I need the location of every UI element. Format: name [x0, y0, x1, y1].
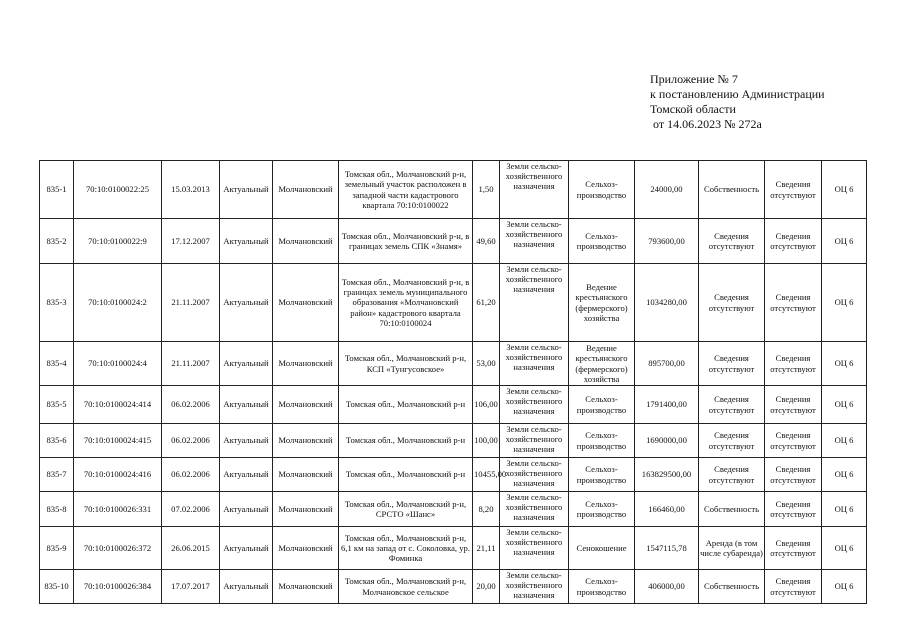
- district-cell: Молчановский: [273, 264, 339, 342]
- cadastral-number-cell: 70:10:0100022:9: [74, 219, 162, 264]
- status-cell: Актуальный: [220, 219, 273, 264]
- row-number-cell: 835-8: [40, 492, 74, 527]
- row-number-cell: 835-7: [40, 458, 74, 492]
- district-cell: Молчановский: [273, 570, 339, 604]
- cadastral-number-cell: 70:10:0100024:416: [74, 458, 162, 492]
- cadastral-value-cell: 793600,00: [635, 219, 699, 264]
- registration-date-cell: 26.06.2015: [162, 527, 220, 570]
- permitted-use-cell: Ведение крестьянского (фермерского) хозяйства: [569, 264, 635, 342]
- table-row: [40, 492, 867, 527]
- oc-code-cell: ОЦ 6: [822, 386, 867, 424]
- district-cell: Молчановский: [273, 458, 339, 492]
- status-cell: Актуальный: [220, 492, 273, 527]
- right-type-cell: Собственность: [699, 570, 765, 604]
- address-cell: Томская обл., Молчановский р-н, 6,1 км на запад от с. Соколовка, ур. Фоминка: [339, 527, 473, 570]
- address-cell: Томская обл., Молчановский р-н, в границах земель муниципального образования «Молчановский район» кадастрового квартала 70:10:0100024: [339, 264, 473, 342]
- table-row: [40, 219, 867, 264]
- oc-code-cell: ОЦ 6: [822, 570, 867, 604]
- district-cell: Молчановский: [273, 161, 339, 219]
- appendix-region: Томской области: [650, 102, 736, 116]
- cadastral-value-cell: 24000,00: [635, 161, 699, 219]
- right-type-cell: Сведения отсутствуют: [699, 219, 765, 264]
- area-cell: 100,00: [473, 424, 500, 458]
- right-type-cell: Сведения отсутствуют: [699, 386, 765, 424]
- land-category-cell: Земли сельско-хозяйственного назначения: [500, 492, 569, 527]
- appendix-date-number: от 14.06.2023 № 272а: [653, 117, 762, 131]
- oc-code-cell: ОЦ 6: [822, 527, 867, 570]
- permitted-use-cell: Ведение крестьянского (фермерского) хозяйства: [569, 342, 635, 386]
- encumbrance-cell: Сведения отсутствуют: [765, 386, 822, 424]
- oc-code-cell: ОЦ 6: [822, 219, 867, 264]
- row-number-cell: 835-4: [40, 342, 74, 386]
- cadastral-value-cell: 1791400,00: [635, 386, 699, 424]
- registration-date-cell: 07.02.2006: [162, 492, 220, 527]
- district-cell: Молчановский: [273, 424, 339, 458]
- registration-date-cell: 17.07.2017: [162, 570, 220, 604]
- cadastral-value-cell: 166460,00: [635, 492, 699, 527]
- row-number-cell: 835-6: [40, 424, 74, 458]
- status-cell: Актуальный: [220, 458, 273, 492]
- encumbrance-cell: Сведения отсутствуют: [765, 527, 822, 570]
- area-cell: 21,11: [473, 527, 500, 570]
- land-category-cell: Земли сельско-хозяйственного назначения: [500, 342, 569, 386]
- row-number-cell: 835-10: [40, 570, 74, 604]
- address-cell: Томская обл., Молчановский р-н: [339, 458, 473, 492]
- row-number-cell: 835-1: [40, 161, 74, 219]
- table-row: [40, 386, 867, 424]
- cadastral-value-cell: 895700,00: [635, 342, 699, 386]
- district-cell: Молчановский: [273, 342, 339, 386]
- table-body: [40, 161, 867, 604]
- right-type-cell: Сведения отсутствуют: [699, 458, 765, 492]
- area-cell: 53,00: [473, 342, 500, 386]
- appendix-title: Приложение № 7: [650, 72, 738, 86]
- district-cell: Молчановский: [273, 492, 339, 527]
- oc-code-cell: ОЦ 6: [822, 161, 867, 219]
- oc-code-cell: ОЦ 6: [822, 342, 867, 386]
- encumbrance-cell: Сведения отсутствуют: [765, 161, 822, 219]
- appendix-header: [650, 72, 825, 132]
- cadastral-number-cell: 70:10:0100024:414: [74, 386, 162, 424]
- permitted-use-cell: Сельхоз-производство: [569, 161, 635, 219]
- table-row: [40, 570, 867, 604]
- land-category-cell: Земли сельско-хозяйственного назначения: [500, 264, 569, 342]
- cadastral-number-cell: 70:10:0100024:415: [74, 424, 162, 458]
- district-cell: Молчановский: [273, 527, 339, 570]
- land-plots-table: [39, 160, 867, 604]
- cadastral-value-cell: 1034280,00: [635, 264, 699, 342]
- right-type-cell: Сведения отсутствуют: [699, 342, 765, 386]
- land-category-cell: Земли сельско-хозяйственного назначения: [500, 219, 569, 264]
- registration-date-cell: 17.12.2007: [162, 219, 220, 264]
- land-category-cell: Земли сельско-хозяйственного назначения: [500, 570, 569, 604]
- cadastral-number-cell: 70:10:0100026:331: [74, 492, 162, 527]
- permitted-use-cell: Сельхоз-производство: [569, 386, 635, 424]
- cadastral-number-cell: 70:10:0100022:25: [74, 161, 162, 219]
- table-row: [40, 458, 867, 492]
- address-cell: Томская обл., Молчановский р-н, КСП «Тунгусовское»: [339, 342, 473, 386]
- permitted-use-cell: Сельхоз-производство: [569, 492, 635, 527]
- status-cell: Актуальный: [220, 386, 273, 424]
- area-cell: 106,00: [473, 386, 500, 424]
- encumbrance-cell: Сведения отсутствуют: [765, 492, 822, 527]
- right-type-cell: Собственность: [699, 161, 765, 219]
- land-category-cell: Земли сельско-хозяйственного назначения: [500, 424, 569, 458]
- encumbrance-cell: Сведения отсутствуют: [765, 342, 822, 386]
- right-type-cell: Аренда (в том числе субаренда): [699, 527, 765, 570]
- row-number-cell: 835-2: [40, 219, 74, 264]
- cadastral-number-cell: 70:10:0100024:2: [74, 264, 162, 342]
- table-row: [40, 264, 867, 342]
- encumbrance-cell: Сведения отсутствуют: [765, 458, 822, 492]
- row-number-cell: 835-3: [40, 264, 74, 342]
- encumbrance-cell: Сведения отсутствуют: [765, 424, 822, 458]
- area-cell: 8,20: [473, 492, 500, 527]
- oc-code-cell: ОЦ 6: [822, 424, 867, 458]
- registration-date-cell: 15.03.2013: [162, 161, 220, 219]
- registration-date-cell: 21.11.2007: [162, 264, 220, 342]
- row-number-cell: 835-9: [40, 527, 74, 570]
- area-cell: 61,20: [473, 264, 500, 342]
- oc-code-cell: ОЦ 6: [822, 492, 867, 527]
- status-cell: Актуальный: [220, 527, 273, 570]
- land-category-cell: Земли сельско-хозяйственного назначения: [500, 527, 569, 570]
- cadastral-value-cell: 406000,00: [635, 570, 699, 604]
- cadastral-value-cell: 1547115,78: [635, 527, 699, 570]
- land-category-cell: Земли сельско-хозяйственного назначения: [500, 161, 569, 219]
- cadastral-value-cell: 1690000,00: [635, 424, 699, 458]
- address-cell: Томская обл., Молчановский р-н, Молчановское сельское: [339, 570, 473, 604]
- cadastral-number-cell: 70:10:0100024:4: [74, 342, 162, 386]
- land-category-cell: Земли сельско-хозяйственного назначения: [500, 386, 569, 424]
- land-category-cell: Земли сельско-хозяйственного назначения: [500, 458, 569, 492]
- permitted-use-cell: Сенокошение: [569, 527, 635, 570]
- right-type-cell: Сведения отсутствуют: [699, 424, 765, 458]
- encumbrance-cell: Сведения отсутствуют: [765, 219, 822, 264]
- address-cell: Томская обл., Молчановский р-н, в границах земель СПК «Знамя»: [339, 219, 473, 264]
- cadastral-value-cell: 163829500,00: [635, 458, 699, 492]
- status-cell: Актуальный: [220, 342, 273, 386]
- table-row: [40, 342, 867, 386]
- right-type-cell: Собственность: [699, 492, 765, 527]
- address-cell: Томская обл., Молчановский р-н, СРСТО «Шанс»: [339, 492, 473, 527]
- area-cell: 10455,00: [473, 458, 500, 492]
- registration-date-cell: 06.02.2006: [162, 386, 220, 424]
- permitted-use-cell: Сельхоз-производство: [569, 570, 635, 604]
- oc-code-cell: ОЦ 6: [822, 458, 867, 492]
- address-cell: Томская обл., Молчановский р-н: [339, 424, 473, 458]
- registration-date-cell: 21.11.2007: [162, 342, 220, 386]
- district-cell: Молчановский: [273, 386, 339, 424]
- encumbrance-cell: Сведения отсутствуют: [765, 570, 822, 604]
- table-row: [40, 161, 867, 219]
- encumbrance-cell: Сведения отсутствуют: [765, 264, 822, 342]
- status-cell: Актуальный: [220, 161, 273, 219]
- status-cell: Актуальный: [220, 264, 273, 342]
- registration-date-cell: 06.02.2006: [162, 424, 220, 458]
- row-number-cell: 835-5: [40, 386, 74, 424]
- appendix-resolution-ref: к постановлению Администрации: [650, 87, 825, 101]
- permitted-use-cell: Сельхоз-производство: [569, 424, 635, 458]
- address-cell: Томская обл., Молчановский р-н, земельный участок расположен в западной части кадастрового квартала 70:10:0100022: [339, 161, 473, 219]
- cadastral-number-cell: 70:10:0100026:384: [74, 570, 162, 604]
- table-row: [40, 424, 867, 458]
- permitted-use-cell: Сельхоз-производство: [569, 458, 635, 492]
- status-cell: Актуальный: [220, 424, 273, 458]
- address-cell: Томская обл., Молчановский р-н: [339, 386, 473, 424]
- cadastral-number-cell: 70:10:0100026:372: [74, 527, 162, 570]
- table-row: [40, 527, 867, 570]
- registration-date-cell: 06.02.2006: [162, 458, 220, 492]
- oc-code-cell: ОЦ 6: [822, 264, 867, 342]
- area-cell: 49,60: [473, 219, 500, 264]
- district-cell: Молчановский: [273, 219, 339, 264]
- area-cell: 20,00: [473, 570, 500, 604]
- area-cell: 1,50: [473, 161, 500, 219]
- right-type-cell: Сведения отсутствуют: [699, 264, 765, 342]
- status-cell: Актуальный: [220, 570, 273, 604]
- permitted-use-cell: Сельхоз-производство: [569, 219, 635, 264]
